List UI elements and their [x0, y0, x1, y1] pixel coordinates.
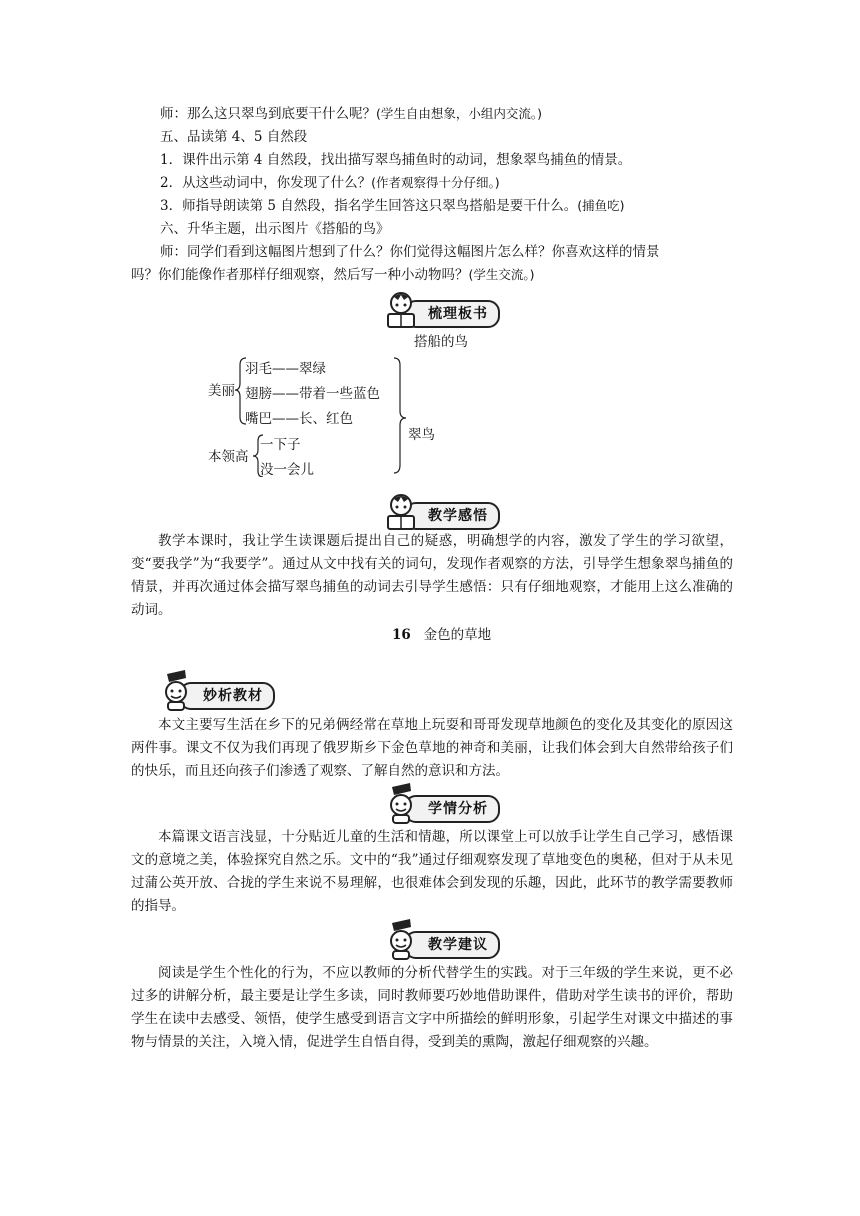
student-reading-icon	[384, 288, 418, 330]
chef-mascot-icon	[159, 670, 193, 712]
learner-banner-label: 学情分析	[404, 795, 500, 823]
student-reading-icon	[384, 490, 418, 532]
section-heading-6: 六、升华主题，出示图片《搭船的鸟》	[160, 221, 390, 237]
board-item-instant: 一下子	[260, 437, 301, 453]
learner-banner	[384, 783, 514, 825]
analysis-banner-label: 妙析教材	[179, 682, 275, 710]
suggestion-banner-label: 教学建议	[404, 931, 500, 959]
suggestion-banner	[384, 919, 514, 961]
board-item-feather: 羽毛——翠绿	[245, 361, 326, 377]
dialogue-line-3	[131, 264, 535, 286]
chef-mascot-icon	[384, 783, 418, 825]
step-2-note: (作者观察得十分仔细。)	[371, 175, 500, 190]
chef-mascot-icon	[384, 919, 418, 961]
dialogue-line-3-note: (学生交流。)	[468, 267, 535, 282]
chapter-number: 16	[392, 627, 411, 643]
learner-text: 本篇课文语言浅显，十分贴近儿童的生活和情趣，所以课堂上可以放手让学生自己学习，感悟课文的意境之美，体验探究自然之乐。文中的“我”通过仔细观察发现了草地变色的奥秘，但对于从未见过蒲公英开放、合拢的学生来说不易理解，也很难体会到发现的乐趣，因此，此环节的教学需要教师的指导。	[131, 829, 733, 914]
step-1: 1．课件出示第 4 自然段，找出描写翠鸟捕鱼时的动词，想象翠鸟捕鱼的情景。	[160, 152, 632, 168]
analysis-banner	[159, 670, 289, 712]
board-kingfisher-label: 翠鸟	[408, 427, 435, 443]
board-item-beak: 嘴巴——长、红色	[245, 411, 353, 427]
dialogue-line-2: 师：同学们看到这幅图片想到了什么？你们觉得这幅图片怎么样？你喜欢这样的情景	[160, 244, 660, 260]
analysis-text: 本文主要写生活在乡下的兄弟俩经常在草地上玩耍和哥哥发现草地颜色的变化及其变化的原因这两件事。课文不仅为我们再现了俄罗斯乡下金色草地的神奇和美丽，让我们体会到大自然带给孩子们的快乐，而且还向孩子们渗透了观察、了解自然的意识和方法。	[131, 717, 733, 779]
reflection-banner	[384, 490, 514, 532]
reflection-text: 教学本课时，我让学生读课题后提出自己的疑惑，明确想学的内容，激发了学生的学习欲望，变“要我学”为“我要学”。通过从文中找有关的词句，发现作者观察的方法，引导学生想象翠鸟捕鱼的情景，并再次通过体会描写翠鸟捕鱼的动词去引导学生感悟：只有仔细地观察，才能用上这么准确的动词。	[131, 533, 733, 618]
chapter-heading	[392, 623, 491, 643]
reflection-paragraph	[131, 530, 733, 622]
learner-paragraph	[131, 826, 733, 918]
board-banner-label: 梳理板书	[404, 300, 500, 328]
group-label-beautiful: 美丽	[208, 383, 235, 399]
dialogue-line-3-text: 吗？你们能像作者那样仔细观察，然后写一种小动物吗？	[131, 267, 469, 283]
board-item-moment: 没一会儿	[260, 462, 314, 478]
suggestion-paragraph	[131, 962, 733, 1054]
board-banner	[384, 288, 514, 330]
suggestion-text: 阅读是学生个性化的行为，不应以教师的分析代替学生的实践。对于三年级的学生来说，更不必过多的讲解分析，最主要是让学生多读，同时教师要巧妙地借助课件，借助对学生读书的评价，帮助学生在读中去感受、领悟，使学生感受到语言文字中所描绘的鲜明形象，引起学生对课文中描述的事物与情景的关注，入境入情，促进学生自悟自得，受到美的熏陶，激起仔细观察的兴趣。	[131, 965, 733, 1050]
analysis-paragraph	[131, 714, 733, 783]
group-label-skill: 本领高	[208, 449, 249, 465]
step-3-text: 3．师指导朗读第 5 自然段，指名学生回答这只翠鸟搭船是要干什么。	[160, 198, 578, 214]
teacher-question: 师：那么这只翠鸟到底要干什么呢？	[160, 106, 376, 122]
board-diagram	[200, 355, 460, 477]
board-item-wing: 翅膀——带着一些蓝色	[245, 386, 380, 402]
step-2-text: 2．从这些动词中，你发现了什么？	[160, 175, 372, 191]
step-3	[160, 195, 625, 217]
chapter-title: 金色的草地	[423, 627, 492, 643]
dialogue-line-1	[160, 103, 542, 125]
step-2	[160, 172, 500, 194]
section-heading-5: 五、品读第 4、5 自然段	[160, 129, 308, 145]
activity-note: (学生自由想象，小组内交流。)	[376, 106, 543, 121]
board-title: 搭船的鸟	[414, 334, 468, 350]
reflection-banner-label: 教学感悟	[404, 502, 500, 530]
step-3-note: (捕鱼吃)	[577, 198, 625, 213]
